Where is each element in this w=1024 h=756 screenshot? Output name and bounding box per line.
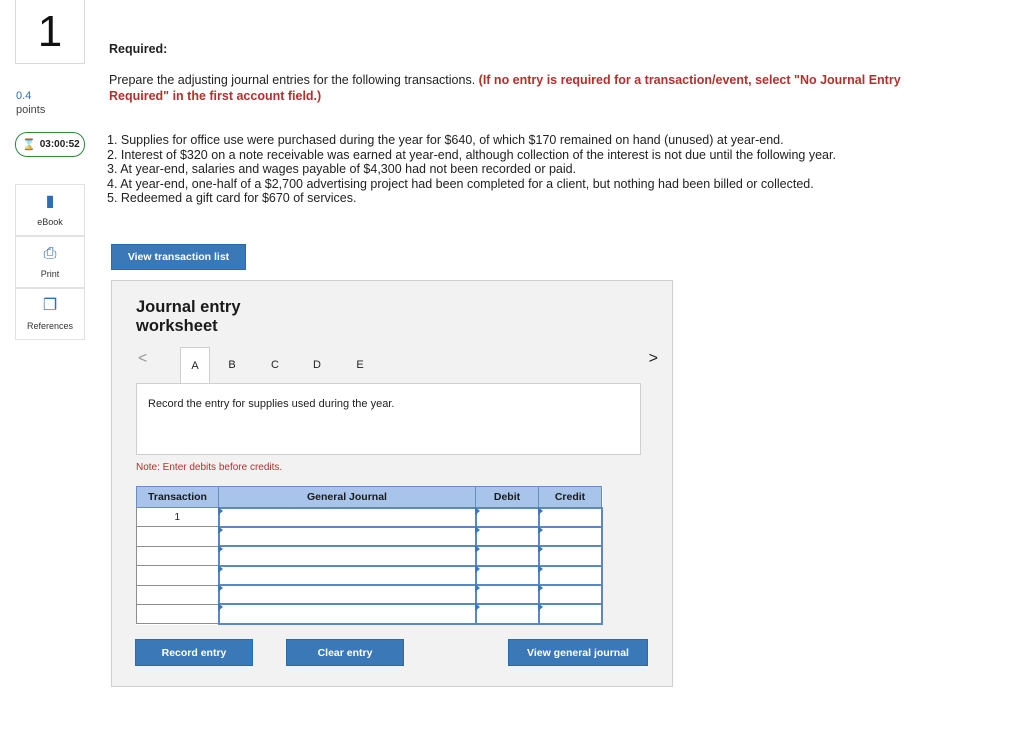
entry-description: Record the entry for supplies used during the year. (148, 398, 395, 410)
credit-input[interactable] (539, 546, 602, 565)
tab-c[interactable]: C (271, 359, 279, 371)
debit-input[interactable] (476, 508, 539, 527)
timer-value: 03:00:52 (39, 139, 80, 150)
list-item: 1. Supplies for office use were purchased during the year for $640, of which $170 remained on hand (unused) at year-end. (107, 133, 784, 147)
account-input[interactable] (219, 508, 476, 527)
debit-credit-note: Note: Enter debits before credits. (136, 462, 283, 473)
journal-entry-worksheet (111, 280, 673, 687)
entry-description-box (136, 383, 641, 455)
ebook-icon: ▮ (45, 193, 55, 210)
account-input[interactable] (219, 546, 476, 565)
credit-input[interactable] (539, 508, 602, 527)
view-transaction-list-button[interactable]: View transaction list (111, 244, 246, 270)
account-input[interactable] (219, 604, 476, 623)
table-row (137, 546, 602, 565)
table-row (137, 508, 602, 527)
debit-input[interactable] (476, 546, 539, 565)
transaction-cell (137, 604, 219, 623)
tab-d[interactable]: D (313, 359, 321, 371)
chevron-right-icon[interactable]: > (648, 350, 658, 367)
view-general-journal-button[interactable]: View general journal (508, 639, 648, 666)
column-header-credit: Credit (539, 487, 602, 508)
points-info (16, 89, 45, 117)
transaction-tabs (136, 347, 658, 383)
tab-e[interactable]: E (356, 359, 364, 371)
references-label: References (26, 321, 74, 331)
credit-input[interactable] (539, 566, 602, 585)
points-label: points (16, 104, 46, 116)
table-row (137, 604, 602, 623)
print-label: Print (40, 269, 60, 279)
account-input[interactable] (219, 566, 476, 585)
ebook-label: eBook (37, 217, 63, 227)
points-value: 0.4 (16, 90, 32, 102)
debit-input[interactable] (476, 585, 539, 604)
journal-table (136, 486, 603, 625)
ebook-button[interactable] (15, 184, 85, 236)
transaction-cell (137, 527, 219, 546)
transaction-cell: 1 (137, 508, 219, 527)
credit-input[interactable] (539, 585, 602, 604)
table-row (137, 566, 602, 585)
column-header-general-journal: General Journal (219, 487, 476, 508)
list-item: 3. At year-end, salaries and wages payable of $4,300 had not been recorded or paid. (107, 162, 577, 177)
references-button[interactable] (15, 288, 85, 340)
tab-a[interactable]: A (180, 347, 210, 384)
instructions-text (109, 72, 929, 104)
tab-b[interactable]: B (228, 359, 236, 371)
transaction-cell (137, 585, 219, 604)
column-header-transaction: Transaction (137, 487, 219, 508)
debit-input[interactable] (476, 566, 539, 585)
account-input[interactable] (219, 585, 476, 604)
question-number: 1 (15, 0, 85, 64)
table-row (137, 527, 602, 546)
transaction-list (107, 133, 836, 206)
table-row (137, 585, 602, 604)
transaction-cell (137, 546, 219, 565)
list-item: 5. Redeemed a gift card for $670 of services. (107, 191, 357, 206)
debit-input[interactable] (476, 604, 539, 623)
chevron-left-icon[interactable]: < (138, 350, 148, 367)
print-button[interactable] (15, 236, 85, 288)
required-heading: Required: (109, 42, 168, 56)
print-icon: ⎙ (43, 245, 57, 262)
credit-input[interactable] (539, 527, 602, 546)
record-entry-button[interactable]: Record entry (135, 639, 253, 666)
hourglass-icon: ⌛ (22, 139, 36, 151)
list-item: 4. At year-end, one-half of a $2,700 advertising project had been completed for a client, but nothing had been billed or collected. (107, 176, 814, 191)
debit-input[interactable] (476, 527, 539, 546)
column-header-debit: Debit (476, 487, 539, 508)
worksheet-title: Journal entry worksheet (136, 298, 241, 335)
prepare-text: Prepare the adjusting journal entries for the following transactions. (109, 73, 479, 87)
timer[interactable] (15, 132, 85, 157)
account-input[interactable] (219, 527, 476, 546)
credit-input[interactable] (539, 604, 602, 623)
list-item: 2. Interest of $320 on a note receivable was earned at year-end, although collection of the interest is not due until the following year. (107, 147, 836, 162)
prepare-note: (If no entry is required for a transaction/event, select "No Journal Entry Required" in the first account field.) (109, 73, 901, 103)
transaction-cell (137, 566, 219, 585)
references-icon: ❐ (42, 297, 58, 314)
clear-entry-button[interactable]: Clear entry (286, 639, 404, 666)
